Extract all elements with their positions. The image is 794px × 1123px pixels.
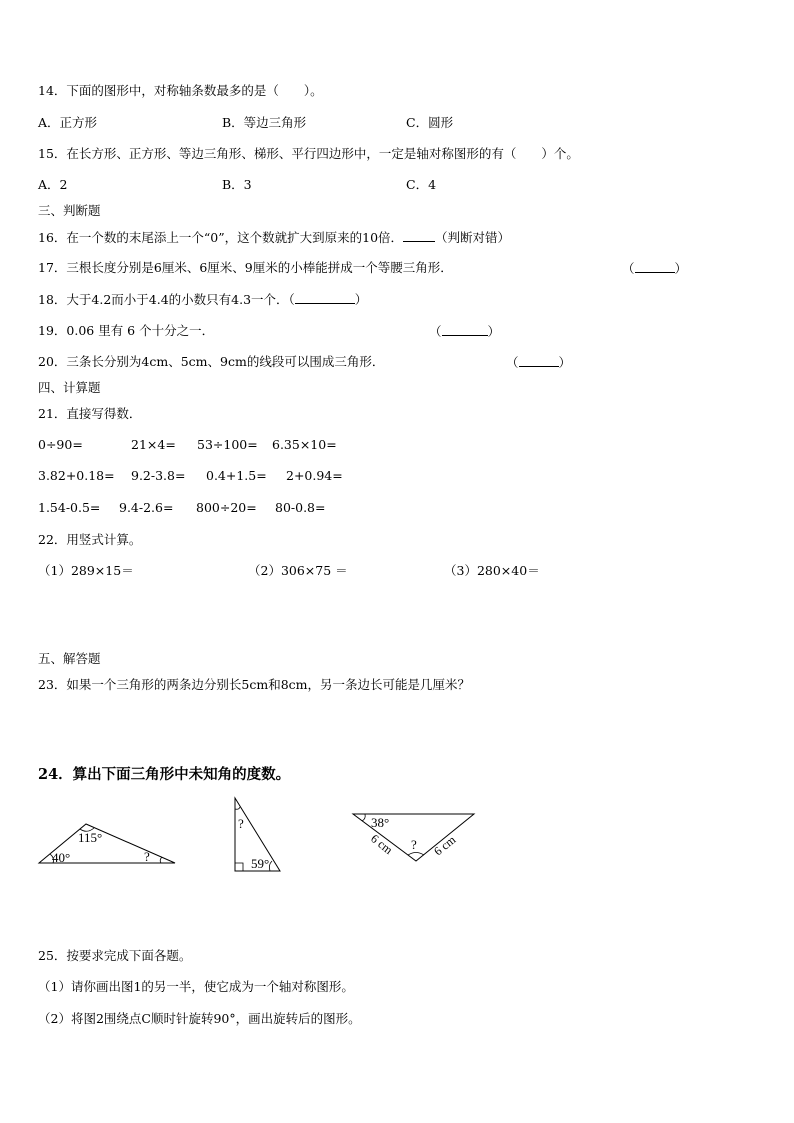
q15-stem: 15．在长方形、正方形、等边三角形、梯形、平行四边形中，一定是轴对称图形的有（ ）个。 [38, 146, 579, 161]
q14-stem: 14．下面的图形中，对称轴条数最多的是（ ）。 [38, 83, 323, 98]
q21-item: 53÷100= [197, 437, 258, 452]
q14-option-a: A．正方形 [38, 115, 98, 130]
section-heading-judgement: 三、判断题 [38, 203, 101, 218]
q17-paren-close: ） [674, 261, 688, 276]
q17-stem: 17．三根长度分别是6厘米、6厘米、9厘米的小棒能拼成一个等腰三角形． [38, 260, 453, 275]
q18-answer-blank[interactable] [295, 291, 355, 304]
q16-answer-blank[interactable] [403, 229, 435, 242]
q22-item-1: （1）289×15＝ [38, 563, 134, 578]
fig3-unknown-angle-label: ? [411, 837, 417, 852]
q19-answer-blank[interactable] [442, 323, 488, 336]
q14-option-b: B．等边三角形 [222, 115, 307, 130]
q21-item: 0÷90= [38, 437, 83, 452]
q21-item: 9.4-2.6= [119, 500, 174, 515]
q20-paren-open: （ [506, 355, 519, 370]
q20-answer [506, 354, 571, 371]
angle-arc [269, 861, 272, 871]
q24-stem: 24．算出下面三角形中未知角的度数。 [38, 766, 291, 783]
triangle-figure-1 [36, 818, 178, 868]
q16-stem: 16．在一个数的末尾添上一个“0”，这个数就扩大到原来的10倍． [38, 230, 404, 245]
q17-answer [622, 260, 687, 277]
q15-option-b: B．3 [222, 177, 252, 192]
angle-arc [362, 814, 365, 821]
q18 [38, 291, 367, 308]
fig3-right-side-label: 6 cm [431, 832, 459, 859]
q21-item: 21×4= [131, 437, 176, 452]
triangle-figure-2 [230, 795, 286, 875]
q17-answer-blank[interactable] [635, 260, 675, 273]
q19-paren-close: ） [487, 324, 501, 339]
fig2-unknown-angle-label: ? [238, 816, 244, 831]
q22-item-3: （3）280×40＝ [444, 563, 540, 578]
fig1-top-angle-label: 115° [78, 830, 103, 845]
fig3-top-angle-label: 38° [371, 815, 390, 830]
q22-item-2: （2）306×75 ＝ [248, 563, 348, 578]
q20-paren-close: ） [558, 355, 572, 370]
q23-stem: 23．如果一个三角形的两条边分别长5cm和8cm，另一条边长可能是几厘米？ [38, 677, 471, 692]
q15-option-c: C．4 [406, 177, 437, 192]
fig1-left-angle-label: 40° [52, 850, 71, 865]
angle-arc [235, 807, 240, 809]
fig1-unknown-angle-label: ? [144, 849, 150, 864]
q19-answer [429, 323, 500, 340]
q18-stem: 18．大于4.2而小于4.4的小数只有4.3一个．（ [38, 292, 295, 307]
q25-stem: 25．按要求完成下面各题。 [38, 948, 192, 963]
q21-item: 6.35×10= [272, 437, 337, 452]
q25-item-2: （2）将图2围绕点C顺时针旋转90°，画出旋转后的图形。 [38, 1011, 361, 1026]
q16 [38, 229, 510, 246]
right-angle-mark [235, 863, 243, 871]
q19-paren-open: （ [429, 324, 442, 339]
q21-item: 9.2-3.8= [131, 468, 186, 483]
q22-stem: 22．用竖式计算。 [38, 532, 142, 547]
q21-item: 3.82+0.18= [38, 468, 115, 483]
q17-paren-open: （ [622, 261, 635, 276]
q18-paren-close: ） [354, 292, 368, 307]
q16-suffix: （判断对错） [435, 230, 511, 245]
q21-item: 80-0.8= [275, 500, 326, 515]
q20-stem: 20．三条长分别为4cm、5cm、9cm的线段可以围成三角形． [38, 354, 385, 369]
angle-arc [160, 857, 162, 863]
q14-option-c: C．圆形 [406, 115, 454, 130]
q19-stem: 19．0.06 里有 6 个十分之一． [38, 323, 215, 338]
fig2-bottom-angle-label: 59° [251, 856, 270, 871]
q21-item: 0.4+1.5= [206, 468, 267, 483]
q20-answer-blank[interactable] [519, 354, 559, 367]
q25-item-1: （1）请你画出图1的另一半，使它成为一个轴对称图形。 [38, 979, 354, 994]
section-heading-calculation: 四、计算题 [38, 380, 101, 395]
q21-item: 800÷20= [196, 500, 257, 515]
q15-option-a: A．2 [38, 177, 68, 192]
triangle-figure-3 [350, 810, 478, 865]
q21-item: 2+0.94= [286, 468, 343, 483]
q21-item: 1.54-0.5= [38, 500, 101, 515]
fig3-left-side-label: 6 cm [368, 831, 396, 857]
angle-arc [408, 853, 424, 856]
section-heading-solve: 五、解答题 [38, 651, 101, 666]
q21-stem: 21．直接写得数． [38, 406, 142, 421]
